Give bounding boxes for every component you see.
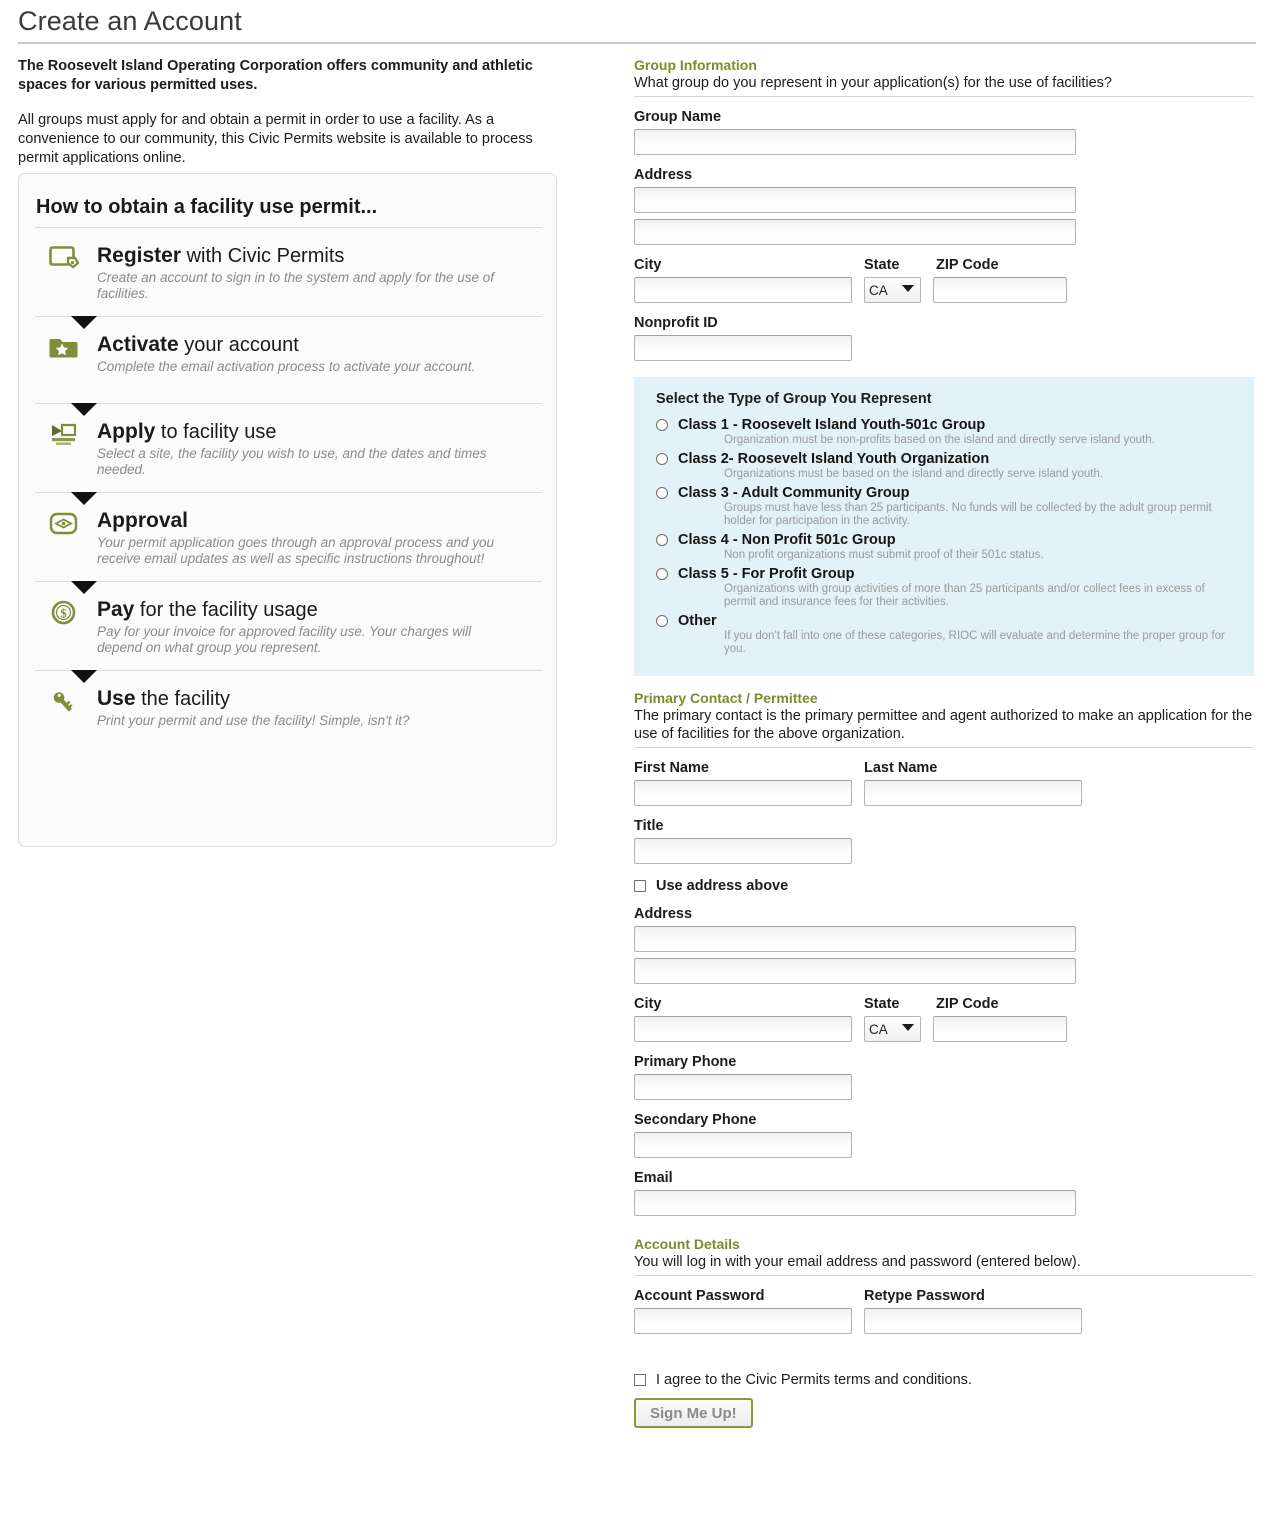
group-type-option-class1[interactable] bbox=[656, 417, 1238, 447]
step-arrow-icon bbox=[71, 670, 97, 683]
step-use bbox=[19, 671, 556, 757]
key-icon bbox=[37, 687, 91, 727]
last-name-input[interactable] bbox=[864, 780, 1082, 806]
apply-form-icon bbox=[37, 420, 91, 460]
step-register-heading bbox=[97, 244, 538, 268]
group-zip-label: ZIP Code bbox=[936, 257, 999, 273]
contact-zip-input[interactable] bbox=[933, 1016, 1067, 1042]
section-divider bbox=[634, 1275, 1254, 1276]
account-password-input[interactable] bbox=[634, 1308, 852, 1334]
step-approval-desc: Your permit application goes through an approval process and you receive email updates as well as specific instructions throughout! bbox=[97, 535, 495, 566]
group-type-desc: Organizations must be based on the island and directly serve island youth. bbox=[724, 468, 1104, 480]
step-apply-strong: Apply bbox=[97, 420, 156, 443]
step-apply-desc: Select a site, the facility you wish to use, and the dates and times needed. bbox=[97, 446, 487, 477]
step-pay-strong: Pay bbox=[97, 598, 135, 621]
intro-body: All groups must apply for and obtain a permit in order to use a facility. As a convenience to our community, this Civic Permits website is available to process permit applications online. bbox=[18, 112, 533, 166]
section-divider bbox=[634, 747, 1254, 748]
email-input[interactable] bbox=[634, 1190, 1076, 1216]
group-type-desc: Organization must be non-profits based on the island and directly serve island youth. bbox=[724, 434, 1155, 446]
step-approval-strong: Approval bbox=[97, 509, 189, 532]
step-register-desc: Create an account to sign in to the system and apply for the use of facilities. bbox=[97, 270, 494, 301]
group-zip-input[interactable] bbox=[933, 277, 1067, 303]
group-type-option-other[interactable] bbox=[656, 613, 1238, 656]
use-address-above-row[interactable] bbox=[634, 878, 1258, 894]
secondary-phone-input[interactable] bbox=[634, 1132, 852, 1158]
title-label: Title bbox=[634, 818, 664, 834]
group-type-title: Select the Type of Group You Represent bbox=[656, 391, 932, 407]
group-type-desc: If you don't fall into one of these categories, RIOC will evaluate and determine the proper group for you. bbox=[724, 630, 1225, 655]
group-address1-input[interactable] bbox=[634, 187, 1076, 213]
contact-address1-input[interactable] bbox=[634, 926, 1076, 952]
step-register-strong: Register bbox=[97, 244, 182, 267]
contact-city-label: City bbox=[634, 996, 662, 1012]
step-arrow-icon bbox=[71, 581, 97, 594]
group-type-label: Class 1 - Roosevelt Island Youth-501c Group bbox=[678, 417, 986, 433]
step-activate bbox=[19, 317, 556, 403]
step-use-strong: Use bbox=[97, 687, 136, 710]
how-to-panel bbox=[18, 173, 557, 847]
page-title: Create an Account bbox=[18, 6, 242, 36]
step-arrow-icon bbox=[71, 316, 97, 329]
step-register bbox=[19, 228, 556, 316]
step-pay-rest: for the facility usage bbox=[134, 599, 318, 621]
step-pay-desc: Pay for your invoice for approved facility use. Your charges will depend on what group you represent. bbox=[97, 624, 472, 655]
svg-text:$: $ bbox=[60, 606, 67, 621]
account-details-subheading: You will log in with your email address and password (entered below). bbox=[634, 1254, 1081, 1270]
checkbox-icon[interactable] bbox=[634, 1374, 646, 1386]
step-pay bbox=[19, 582, 556, 670]
step-activate-desc: Complete the email activation process to activate your account. bbox=[97, 359, 476, 374]
radio-icon[interactable] bbox=[656, 453, 668, 465]
radio-icon[interactable] bbox=[656, 419, 668, 431]
step-activate-heading bbox=[97, 333, 538, 357]
contact-zip-label: ZIP Code bbox=[936, 996, 999, 1012]
title-input[interactable] bbox=[634, 838, 852, 864]
how-to-title: How to obtain a facility use permit... bbox=[36, 196, 378, 218]
group-type-option-class5[interactable] bbox=[656, 566, 1238, 609]
group-type-desc: Non profit organizations must submit proof of their 501c status. bbox=[724, 549, 1044, 561]
use-address-above-label: Use address above bbox=[656, 878, 789, 894]
approval-stamp-icon bbox=[37, 509, 91, 549]
step-apply bbox=[19, 404, 556, 492]
group-type-label: Class 4 - Non Profit 501c Group bbox=[678, 532, 896, 548]
group-type-label: Class 5 - For Profit Group bbox=[678, 566, 855, 582]
dollar-coin-icon bbox=[37, 598, 91, 638]
step-arrow-icon bbox=[71, 403, 97, 416]
group-type-option-class2[interactable] bbox=[656, 451, 1238, 481]
group-name-label: Group Name bbox=[634, 109, 722, 125]
group-type-panel bbox=[634, 377, 1254, 676]
step-approval bbox=[19, 493, 556, 581]
group-city-label: City bbox=[634, 257, 662, 273]
step-activate-strong: Activate bbox=[97, 333, 179, 356]
primary-phone-input[interactable] bbox=[634, 1074, 852, 1100]
first-name-label: First Name bbox=[634, 760, 709, 776]
contact-address-label: Address bbox=[634, 906, 693, 922]
signup-form bbox=[634, 57, 1258, 1428]
step-pay-heading bbox=[97, 598, 538, 622]
terms-agree-row[interactable] bbox=[634, 1372, 1258, 1388]
group-type-label: Class 2- Roosevelt Island Youth Organization bbox=[678, 451, 990, 467]
step-use-rest: the facility bbox=[135, 688, 231, 710]
intro-lead: The Roosevelt Island Operating Corporation offers community and athletic spaces for various permitted uses. bbox=[18, 58, 533, 93]
step-arrow-icon bbox=[71, 492, 97, 505]
group-state-select[interactable] bbox=[864, 277, 921, 303]
retype-password-input[interactable] bbox=[864, 1308, 1082, 1334]
terms-agree-label: I agree to the Civic Permits terms and conditions. bbox=[656, 1372, 972, 1388]
section-divider bbox=[634, 96, 1254, 97]
last-name-label: Last Name bbox=[864, 760, 938, 776]
group-type-label: Class 3 - Adult Community Group bbox=[678, 485, 910, 501]
contact-state-select[interactable] bbox=[864, 1016, 921, 1042]
radio-icon[interactable] bbox=[656, 568, 668, 580]
account-details-heading: Account Details bbox=[634, 1236, 740, 1252]
radio-icon[interactable] bbox=[656, 534, 668, 546]
step-approval-heading bbox=[97, 509, 538, 533]
folder-star-icon bbox=[37, 333, 91, 373]
group-type-desc: Organizations with group activities of more than 25 participants and/or collect fees in excess of permit and insurance fees for their activities. bbox=[724, 583, 1205, 608]
group-address2-input[interactable] bbox=[634, 219, 1076, 245]
group-state-label: State bbox=[864, 257, 900, 273]
secondary-phone-label: Secondary Phone bbox=[634, 1112, 757, 1128]
first-name-input[interactable] bbox=[634, 780, 852, 806]
nonprofit-id-input[interactable] bbox=[634, 335, 852, 361]
primary-phone-label: Primary Phone bbox=[634, 1054, 737, 1070]
group-info-subheading: What group do you represent in your application(s) for the use of facilities? bbox=[634, 75, 1112, 91]
group-type-option-class3[interactable] bbox=[656, 485, 1238, 528]
checkbox-icon[interactable] bbox=[634, 880, 646, 892]
nonprofit-id-label: Nonprofit ID bbox=[634, 315, 718, 331]
contact-state-select-wrap[interactable] bbox=[864, 1016, 921, 1042]
register-card-icon bbox=[37, 244, 91, 284]
group-info-heading: Group Information bbox=[634, 57, 757, 73]
group-city-input[interactable] bbox=[634, 277, 852, 303]
group-type-desc: Groups must have less than 25 participants. No funds will be collected by the adult group permit holder for participation in the activity. bbox=[724, 502, 1212, 527]
step-apply-rest: to facility use bbox=[155, 421, 277, 443]
contact-state-label: State bbox=[864, 996, 900, 1012]
group-name-input[interactable] bbox=[634, 129, 1076, 155]
title-divider bbox=[18, 42, 1256, 44]
contact-city-input[interactable] bbox=[634, 1016, 852, 1042]
step-use-heading bbox=[97, 687, 538, 711]
step-apply-heading bbox=[97, 420, 538, 444]
account-password-label: Account Password bbox=[634, 1288, 765, 1304]
email-label: Email bbox=[634, 1170, 673, 1186]
step-use-desc: Print your permit and use the facility! Simple, isn't it? bbox=[97, 713, 410, 728]
sign-me-up-button[interactable]: Sign Me Up! bbox=[634, 1398, 753, 1428]
radio-icon[interactable] bbox=[656, 615, 668, 627]
group-type-label: Other bbox=[678, 613, 717, 629]
group-address-label: Address bbox=[634, 167, 693, 183]
group-type-option-class4[interactable] bbox=[656, 532, 1238, 562]
retype-password-label: Retype Password bbox=[864, 1288, 985, 1304]
step-register-rest: with Civic Permits bbox=[181, 245, 345, 267]
primary-contact-heading: Primary Contact / Permittee bbox=[634, 690, 818, 706]
step-activate-rest: your account bbox=[178, 334, 299, 356]
radio-icon[interactable] bbox=[656, 487, 668, 499]
left-info-column bbox=[18, 57, 563, 728]
primary-contact-subheading: The primary contact is the primary permittee and agent authorized to make an application for the use of facilities for the above organization. bbox=[634, 708, 1253, 742]
group-state-select-wrap[interactable] bbox=[864, 277, 921, 303]
contact-address2-input[interactable] bbox=[634, 958, 1076, 984]
